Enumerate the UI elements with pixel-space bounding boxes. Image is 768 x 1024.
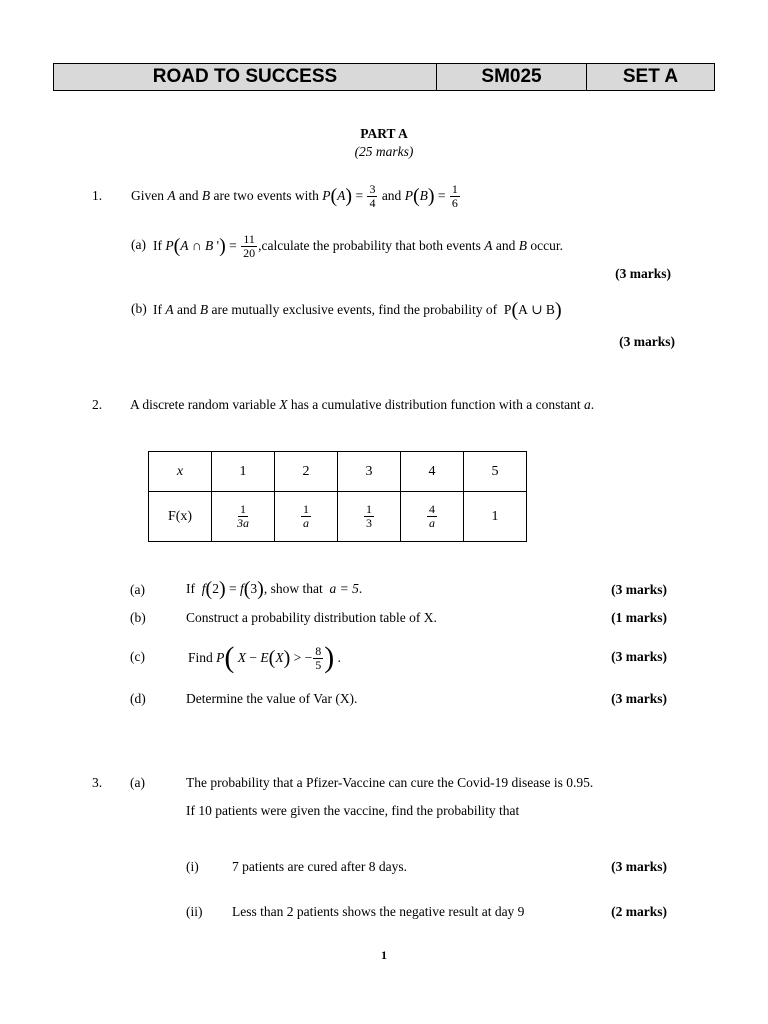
page-number: 1 xyxy=(381,948,387,962)
part-title: PART A xyxy=(360,126,408,141)
table-cell: 4 xyxy=(401,452,464,492)
q2c-label: (c) xyxy=(130,649,145,664)
table-cell: $\frac{4}{a}$ xyxy=(401,492,464,542)
q1a-label: (a) xyxy=(131,237,146,252)
q2b-marks: (1 marks) xyxy=(611,610,667,625)
q1b-marks: (3 marks) xyxy=(619,334,675,349)
q2c-fraction: $\frac{8}{5}$ xyxy=(315,643,322,672)
q1b-text: If A and B are mutually exclusive events, find the probability of P ( A ∪ B ) xyxy=(153,298,562,321)
q2b-text: Construct a probability distribution table of X. xyxy=(186,610,437,625)
table-row xyxy=(149,492,527,542)
q3aii-marks: (2 marks) xyxy=(611,904,667,919)
q3a-line1: The probability that a Pfizer-Vaccine can cure the Covid-19 disease is 0.95. xyxy=(186,775,594,790)
table-row xyxy=(149,452,527,492)
q3ai-text: 7 patients are cured after 8 days. xyxy=(232,859,408,874)
q2a-marks: (3 marks) xyxy=(611,582,667,597)
q1a-text: If P ( A ∩ B ' ) = $\frac{11}{20}$ ,calculate the probability that both events A and B occur. xyxy=(153,231,563,260)
cdf-table xyxy=(148,451,527,542)
q1a-fraction: $\frac{11}{20}$ xyxy=(243,231,256,260)
q2c-marks: (3 marks) xyxy=(611,649,667,664)
q2-stem: A discrete random variable X has a cumulative distribution function with a constant a. xyxy=(130,397,595,412)
table-cell: $\frac{1}{a}$ xyxy=(275,492,338,542)
q2b-label: (b) xyxy=(130,610,146,625)
table-header-fx: F(x) xyxy=(149,492,212,542)
q2d-text: Determine the value of Var (X). xyxy=(186,691,358,706)
table-cell: $\frac{1}{3a}$ xyxy=(212,492,275,542)
q3ai-label: (i) xyxy=(186,859,199,874)
q2a-text: If f ( 2 ) = f ( 3 ) , show that a = 5 . xyxy=(186,577,363,600)
q3aii-text: Less than 2 patients shows the negative result at day 9 xyxy=(232,904,525,919)
q3aii-label: (ii) xyxy=(186,904,203,919)
q2d-label: (d) xyxy=(130,691,146,706)
q3a-label: (a) xyxy=(130,775,145,790)
header-title: ROAD TO SUCCESS xyxy=(54,64,437,90)
table-cell: $\frac{1}{3}$ xyxy=(338,492,401,542)
q3ai-marks: (3 marks) xyxy=(611,859,667,874)
table-header-x: x xyxy=(149,452,212,492)
pB-fraction: $\frac{1}{6}$ xyxy=(451,181,458,210)
header-code: SM025 xyxy=(437,64,587,90)
q1-number: 1. xyxy=(92,188,103,203)
q3a-line2: If 10 patients were given the vaccine, find the probability that xyxy=(186,803,520,818)
q2-number: 2. xyxy=(92,397,103,412)
q1-stem: Given A and B are two events with P ( A ) = $\frac{3}{4}$ and P ( B ) = $\frac{1}{6}$ xyxy=(131,181,458,210)
table-cell: 1 xyxy=(464,492,527,542)
table-cell: 5 xyxy=(464,452,527,492)
pA-fraction: $\frac{3}{4}$ xyxy=(369,181,376,210)
header-bar xyxy=(53,63,715,91)
q2c-text: Find P ( X − E ( X ) > − $\frac{8}{5}$ ) . xyxy=(188,641,341,674)
header-set: SET A xyxy=(622,66,679,87)
table-cell: 3 xyxy=(338,452,401,492)
q1a-marks: (3 marks) xyxy=(615,266,671,281)
table-cell: 2 xyxy=(275,452,338,492)
table-cell: 1 xyxy=(212,452,275,492)
q3-number: 3. xyxy=(92,775,103,790)
part-marks: (25 marks) xyxy=(354,144,414,159)
q2a-label: (a) xyxy=(130,582,145,597)
q2d-marks: (3 marks) xyxy=(611,691,667,706)
q1b-label: (b) xyxy=(131,301,147,316)
